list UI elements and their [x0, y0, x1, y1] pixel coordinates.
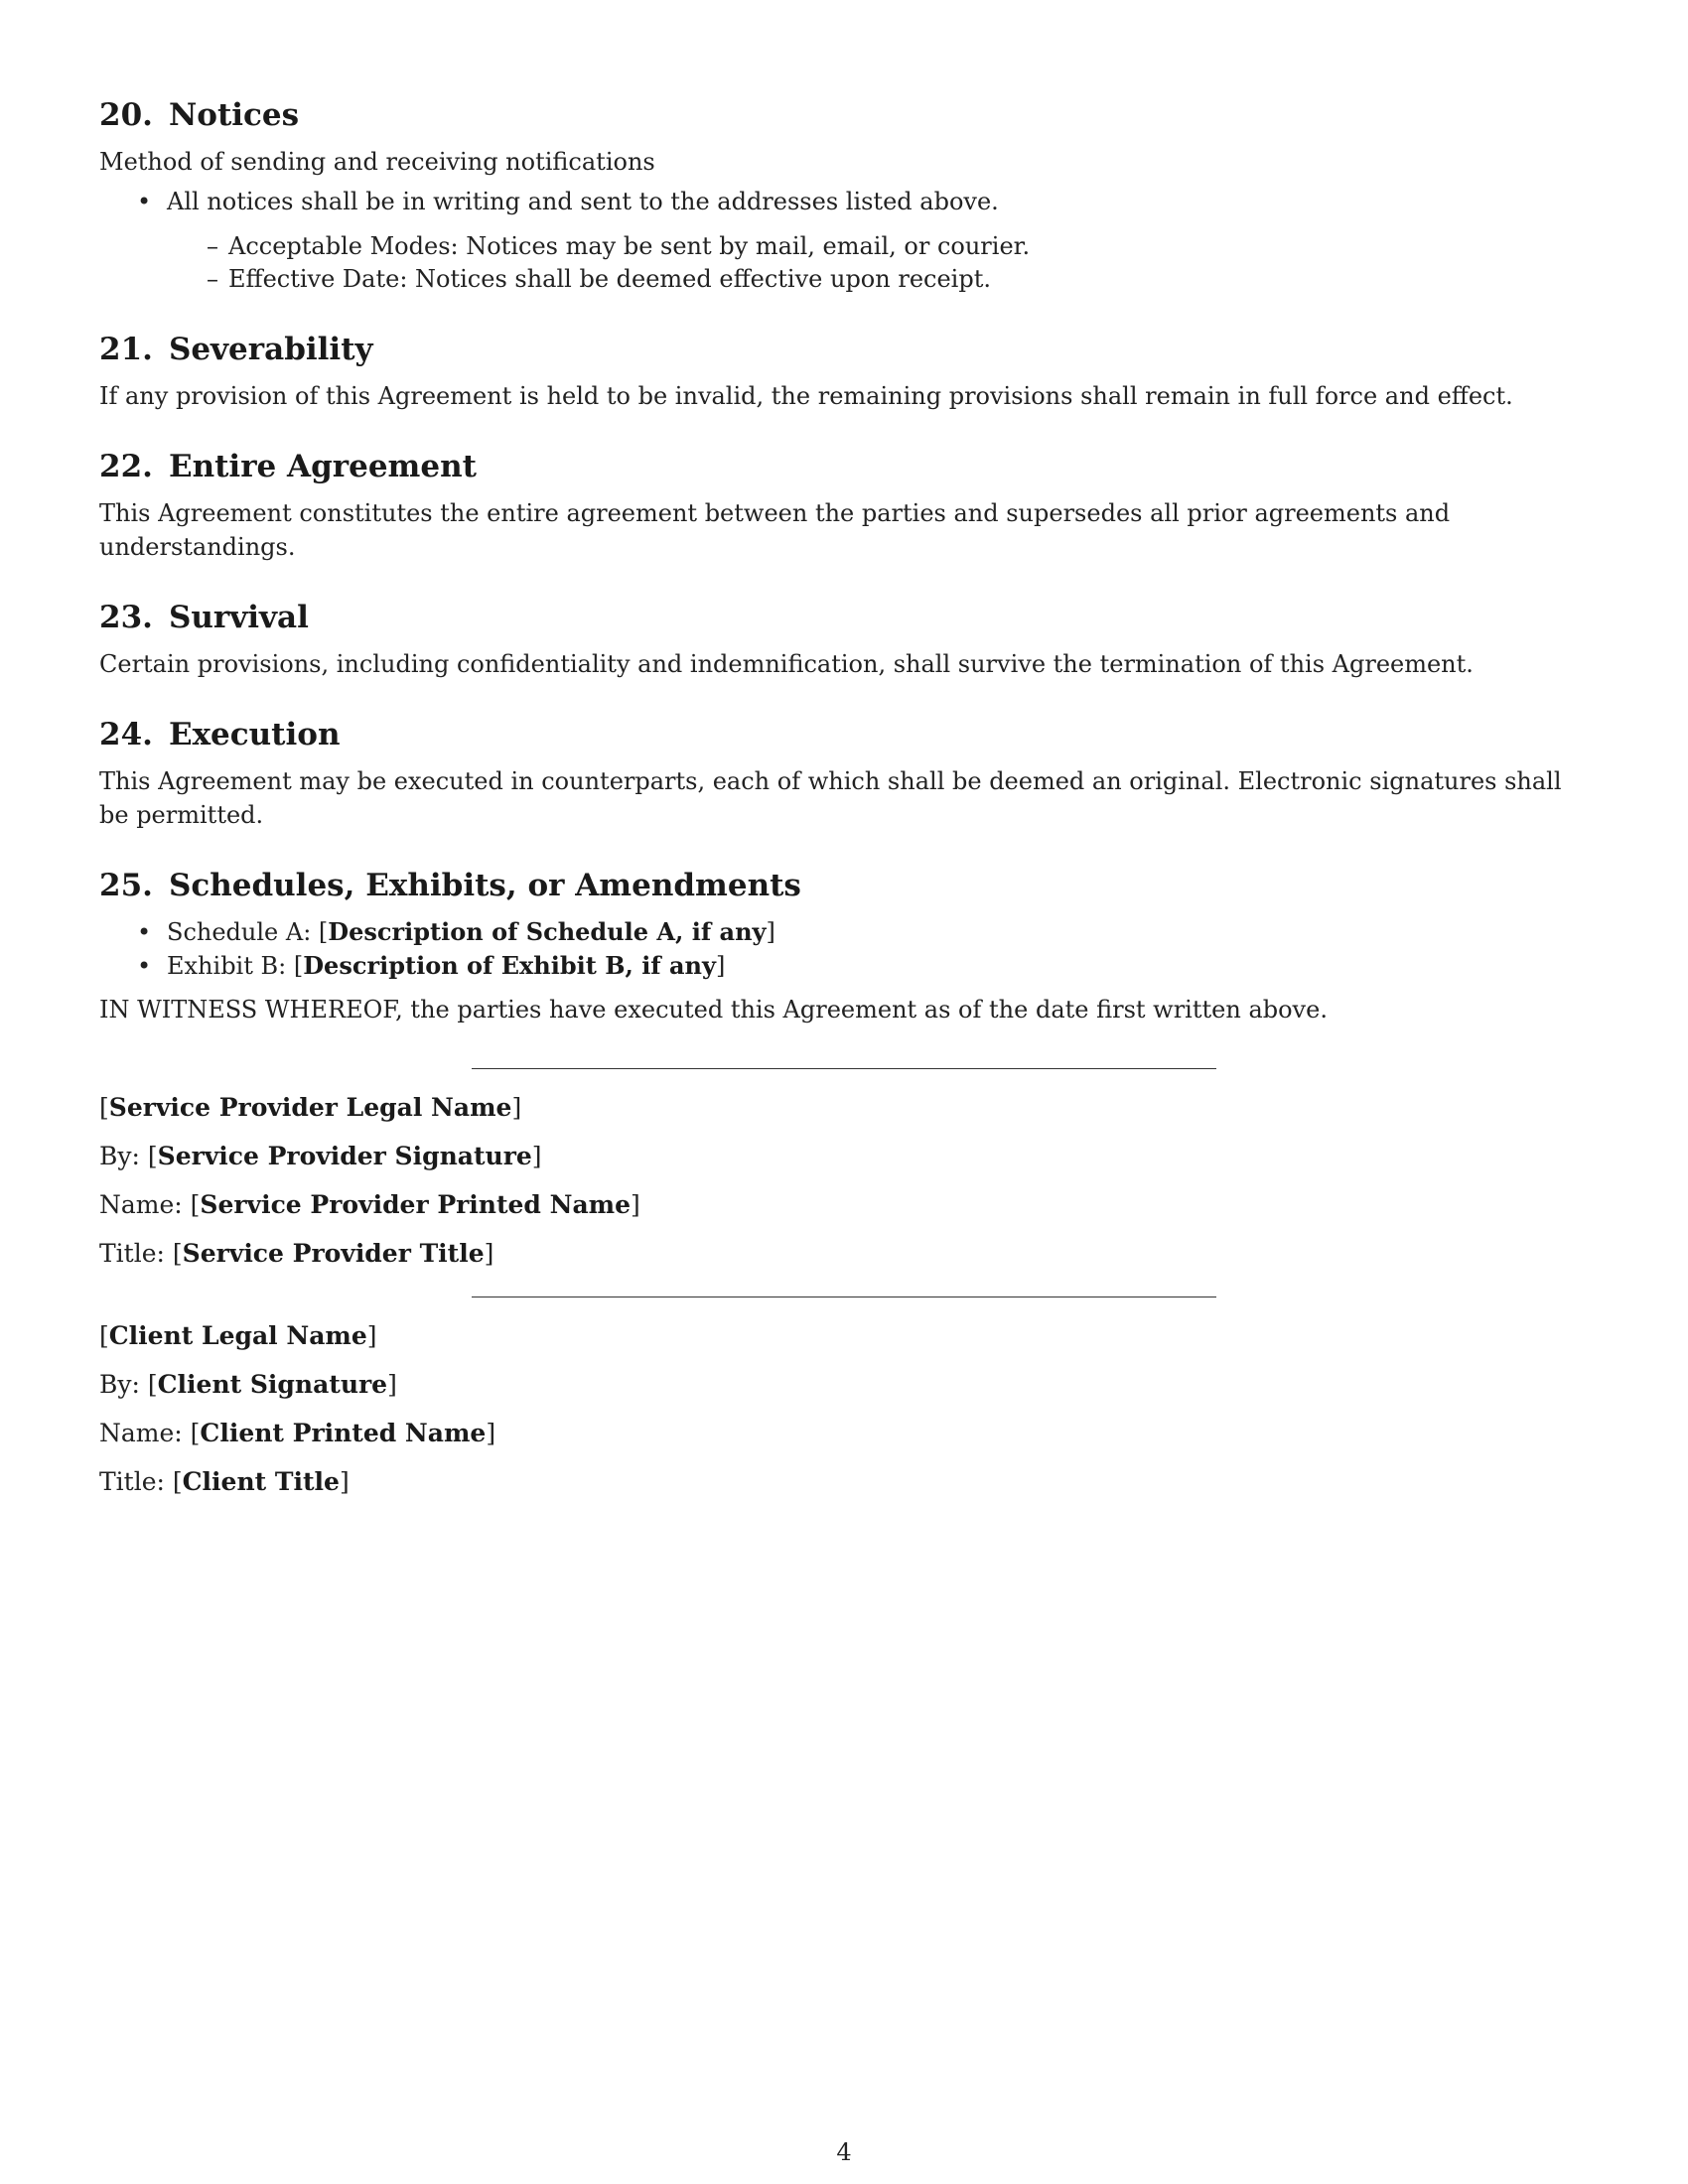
by-line: By: [Service Provider Signature] — [99, 1142, 542, 1170]
list-item: • Exhibit B: [Description of Exhibit B, if any] — [99, 949, 1594, 983]
legal-name: Client Legal Name — [108, 1321, 367, 1350]
signature-line — [472, 1068, 1216, 1069]
printed-name: Service Provider Printed Name — [200, 1190, 632, 1219]
name-line: Name: [Service Provider Printed Name] — [99, 1190, 640, 1219]
client-signature-block — [99, 1319, 1594, 1499]
section-heading — [99, 598, 1594, 637]
legal-name: Service Provider Legal Name — [108, 1093, 512, 1122]
legal-name-line: [Service Provider Legal Name] — [99, 1093, 522, 1122]
by-line: By: [Client Signature] — [99, 1370, 397, 1399]
provider-signature-block — [99, 1091, 1594, 1271]
item-label: Exhibit B: — [167, 952, 294, 980]
section-number: 20. — [99, 97, 153, 133]
bullet-list — [99, 915, 1594, 983]
title-line: Title: [Client Title] — [99, 1467, 350, 1496]
section-intro: Method of sending and receiving notifications — [99, 148, 655, 176]
section-entire-agreement — [99, 447, 1594, 564]
sub-list-item: – Effective Date: Notices shall be deemed effective upon receipt. — [167, 263, 1594, 296]
section-heading — [99, 95, 1594, 135]
section-body: This Agreement may be executed in counterparts, each of which shall be deemed an original. Electronic signatures shall be permitted. — [99, 767, 1562, 829]
sub-list-item: – Acceptable Modes: Notices may be sent by mail, email, or courier. — [167, 230, 1594, 263]
page-number: 4 — [836, 2138, 852, 2166]
signature-placeholder: Client Signature — [157, 1370, 388, 1399]
name-label: Name: — [99, 1419, 191, 1447]
section-body: If any provision of this Agreement is held to be invalid, the remaining provisions shall remain in full force and effect. — [99, 382, 1513, 410]
section-survival — [99, 598, 1594, 681]
section-heading — [99, 866, 1594, 905]
section-number: 22. — [99, 449, 153, 484]
title-label: Title: — [99, 1467, 173, 1496]
section-title: Notices — [168, 97, 300, 133]
sub-list — [167, 230, 1594, 296]
section-heading — [99, 447, 1594, 486]
name-label: Name: — [99, 1190, 191, 1219]
bullet-list — [99, 185, 1594, 296]
section-schedules — [99, 866, 1594, 983]
section-body: Certain provisions, including confidentiality and indemnification, shall survive the termination of this Agreement. — [99, 650, 1474, 678]
signature-placeholder: Service Provider Signature — [157, 1142, 532, 1170]
legal-name-line: [Client Legal Name] — [99, 1321, 377, 1350]
section-heading — [99, 715, 1594, 754]
item-label: Schedule A: — [167, 918, 319, 946]
document-page — [99, 95, 1594, 1514]
list-item — [99, 185, 1594, 296]
section-heading — [99, 330, 1594, 369]
section-title: Entire Agreement — [168, 449, 477, 484]
section-title: Survival — [168, 600, 309, 635]
section-severability — [99, 330, 1594, 413]
title-label: Title: — [99, 1239, 173, 1268]
by-label: By: — [99, 1142, 148, 1170]
section-title: Severability — [168, 332, 373, 367]
title-placeholder: Service Provider Title — [182, 1239, 485, 1268]
by-label: By: — [99, 1370, 148, 1399]
section-title: Execution — [168, 717, 341, 752]
witness-statement: IN WITNESS WHEREOF, the parties have executed this Agreement as of the date first written above. — [99, 996, 1328, 1024]
item-placeholder: Description of Exhibit B, if any — [303, 951, 716, 980]
printed-name: Client Printed Name — [200, 1419, 487, 1447]
section-number: 25. — [99, 868, 153, 903]
section-number: 24. — [99, 717, 153, 752]
section-notices — [99, 95, 1594, 296]
section-number: 23. — [99, 600, 153, 635]
section-execution — [99, 715, 1594, 832]
title-line: Title: [Service Provider Title] — [99, 1239, 494, 1268]
list-item: • Schedule A: [Description of Schedule A, if any] — [99, 915, 1594, 949]
bullet-text: All notices shall be in writing and sent to the addresses listed above. — [167, 188, 999, 215]
section-body: This Agreement constitutes the entire agreement between the parties and supersedes all prior agreements and understandings. — [99, 499, 1451, 561]
section-title: Schedules, Exhibits, or Amendments — [168, 868, 801, 903]
item-placeholder: Description of Schedule A, if any — [328, 917, 767, 946]
name-line: Name: [Client Printed Name] — [99, 1419, 496, 1447]
section-number: 21. — [99, 332, 153, 367]
title-placeholder: Client Title — [182, 1467, 340, 1496]
